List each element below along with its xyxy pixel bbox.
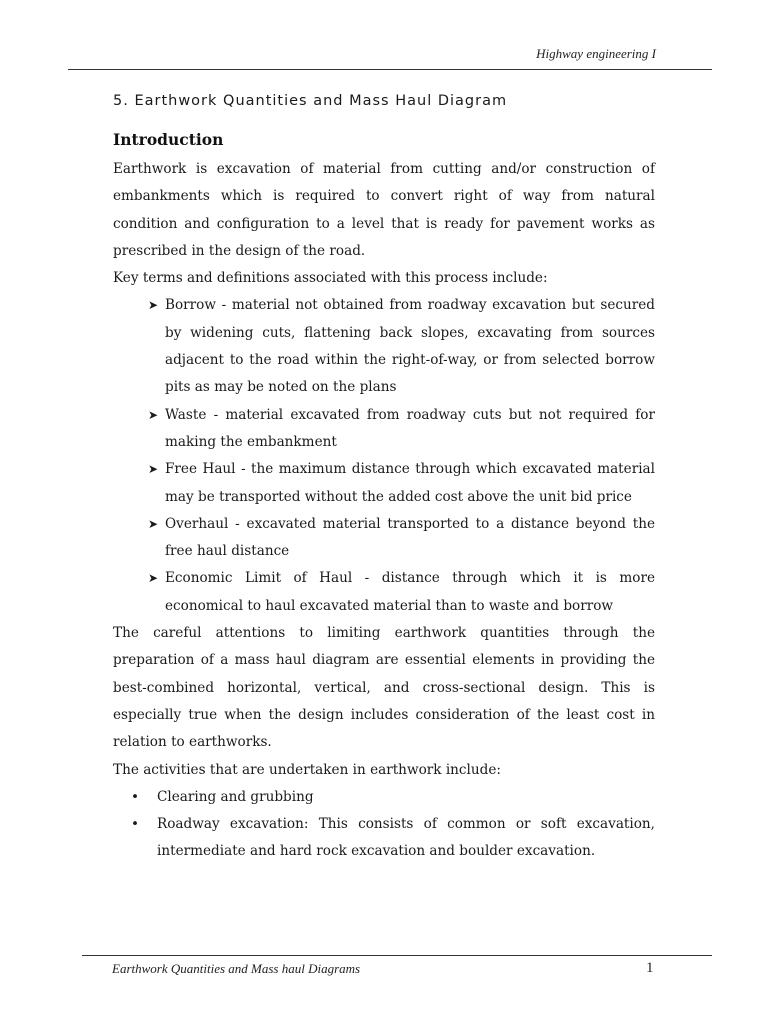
- list-item: [148, 402, 655, 457]
- activities-list: [113, 784, 655, 866]
- activities-lead: The activities that are undertaken in earthwork include:: [113, 761, 501, 778]
- list-item: [148, 511, 655, 566]
- body-text: [113, 156, 655, 866]
- careful-paragraph: The careful attentions to limiting earthwork quantities through the preparation of a mass haul diagram are essential elements in providing the best-combined horizontal, vertical, and cross-sectional design. This is especially true when the design includes consideration of the least cost in relation to earthworks.: [113, 625, 655, 751]
- list-item-text: Free Haul - the maximum distance through which excavated material may be transported without the added cost above the unit bid price: [165, 461, 655, 505]
- key-terms-lead: Key terms and definitions associated with this process include:: [113, 270, 548, 287]
- running-footer: Earthwork Quantities and Mass haul Diagrams: [112, 961, 361, 976]
- key-terms-list: [113, 292, 655, 620]
- list-item-text: Clearing and grubbing: [157, 788, 314, 805]
- chapter-title: 5. Earthwork Quantities and Mass Haul Diagram: [113, 93, 508, 109]
- page-number: 1: [646, 960, 654, 976]
- list-item: [131, 784, 655, 811]
- list-item-text: Roadway excavation: This consists of common or soft excavation, intermediate and hard rock excavation and boulder excavation.: [157, 816, 655, 860]
- arrow-bullet-icon: ➤: [148, 462, 159, 477]
- arrow-bullet-icon: ➤: [148, 298, 159, 313]
- arrow-bullet-icon: ➤: [148, 571, 159, 586]
- bullet-dot-icon: •: [131, 788, 140, 805]
- list-item: [148, 456, 655, 511]
- list-item-text: Waste - material excavated from roadway cuts but not required for making the embankment: [165, 406, 655, 450]
- list-item: [131, 811, 655, 866]
- arrow-bullet-icon: ➤: [148, 516, 159, 531]
- header-rule: [68, 69, 712, 70]
- arrow-bullet-icon: ➤: [148, 407, 159, 422]
- list-item: [148, 292, 655, 401]
- footer-rule: [82, 955, 712, 956]
- list-item-text: Economic Limit of Haul - distance through which it is more economical to haul excavated material than to waste and borrow: [165, 570, 655, 614]
- list-item: [148, 565, 655, 620]
- list-item-text: Borrow - material not obtained from roadway excavation but secured by widening cuts, flattening back slopes, excavating from sources adjacent to the road within the right-of-way, or from selected borrow pits as may be noted on the plans: [165, 297, 655, 396]
- section-heading: Introduction: [113, 130, 224, 149]
- running-header: Highway engineering I: [536, 46, 656, 61]
- intro-paragraph: Earthwork is excavation of material from cutting and/or construction of embankments which is required to convert right of way from natural condition and configuration to a level that is ready for pavement works as prescribed in the design of the road.: [113, 161, 655, 259]
- list-item-text: Overhaul - excavated material transported to a distance beyond the free haul distance: [165, 515, 655, 560]
- bullet-dot-icon: •: [131, 816, 140, 833]
